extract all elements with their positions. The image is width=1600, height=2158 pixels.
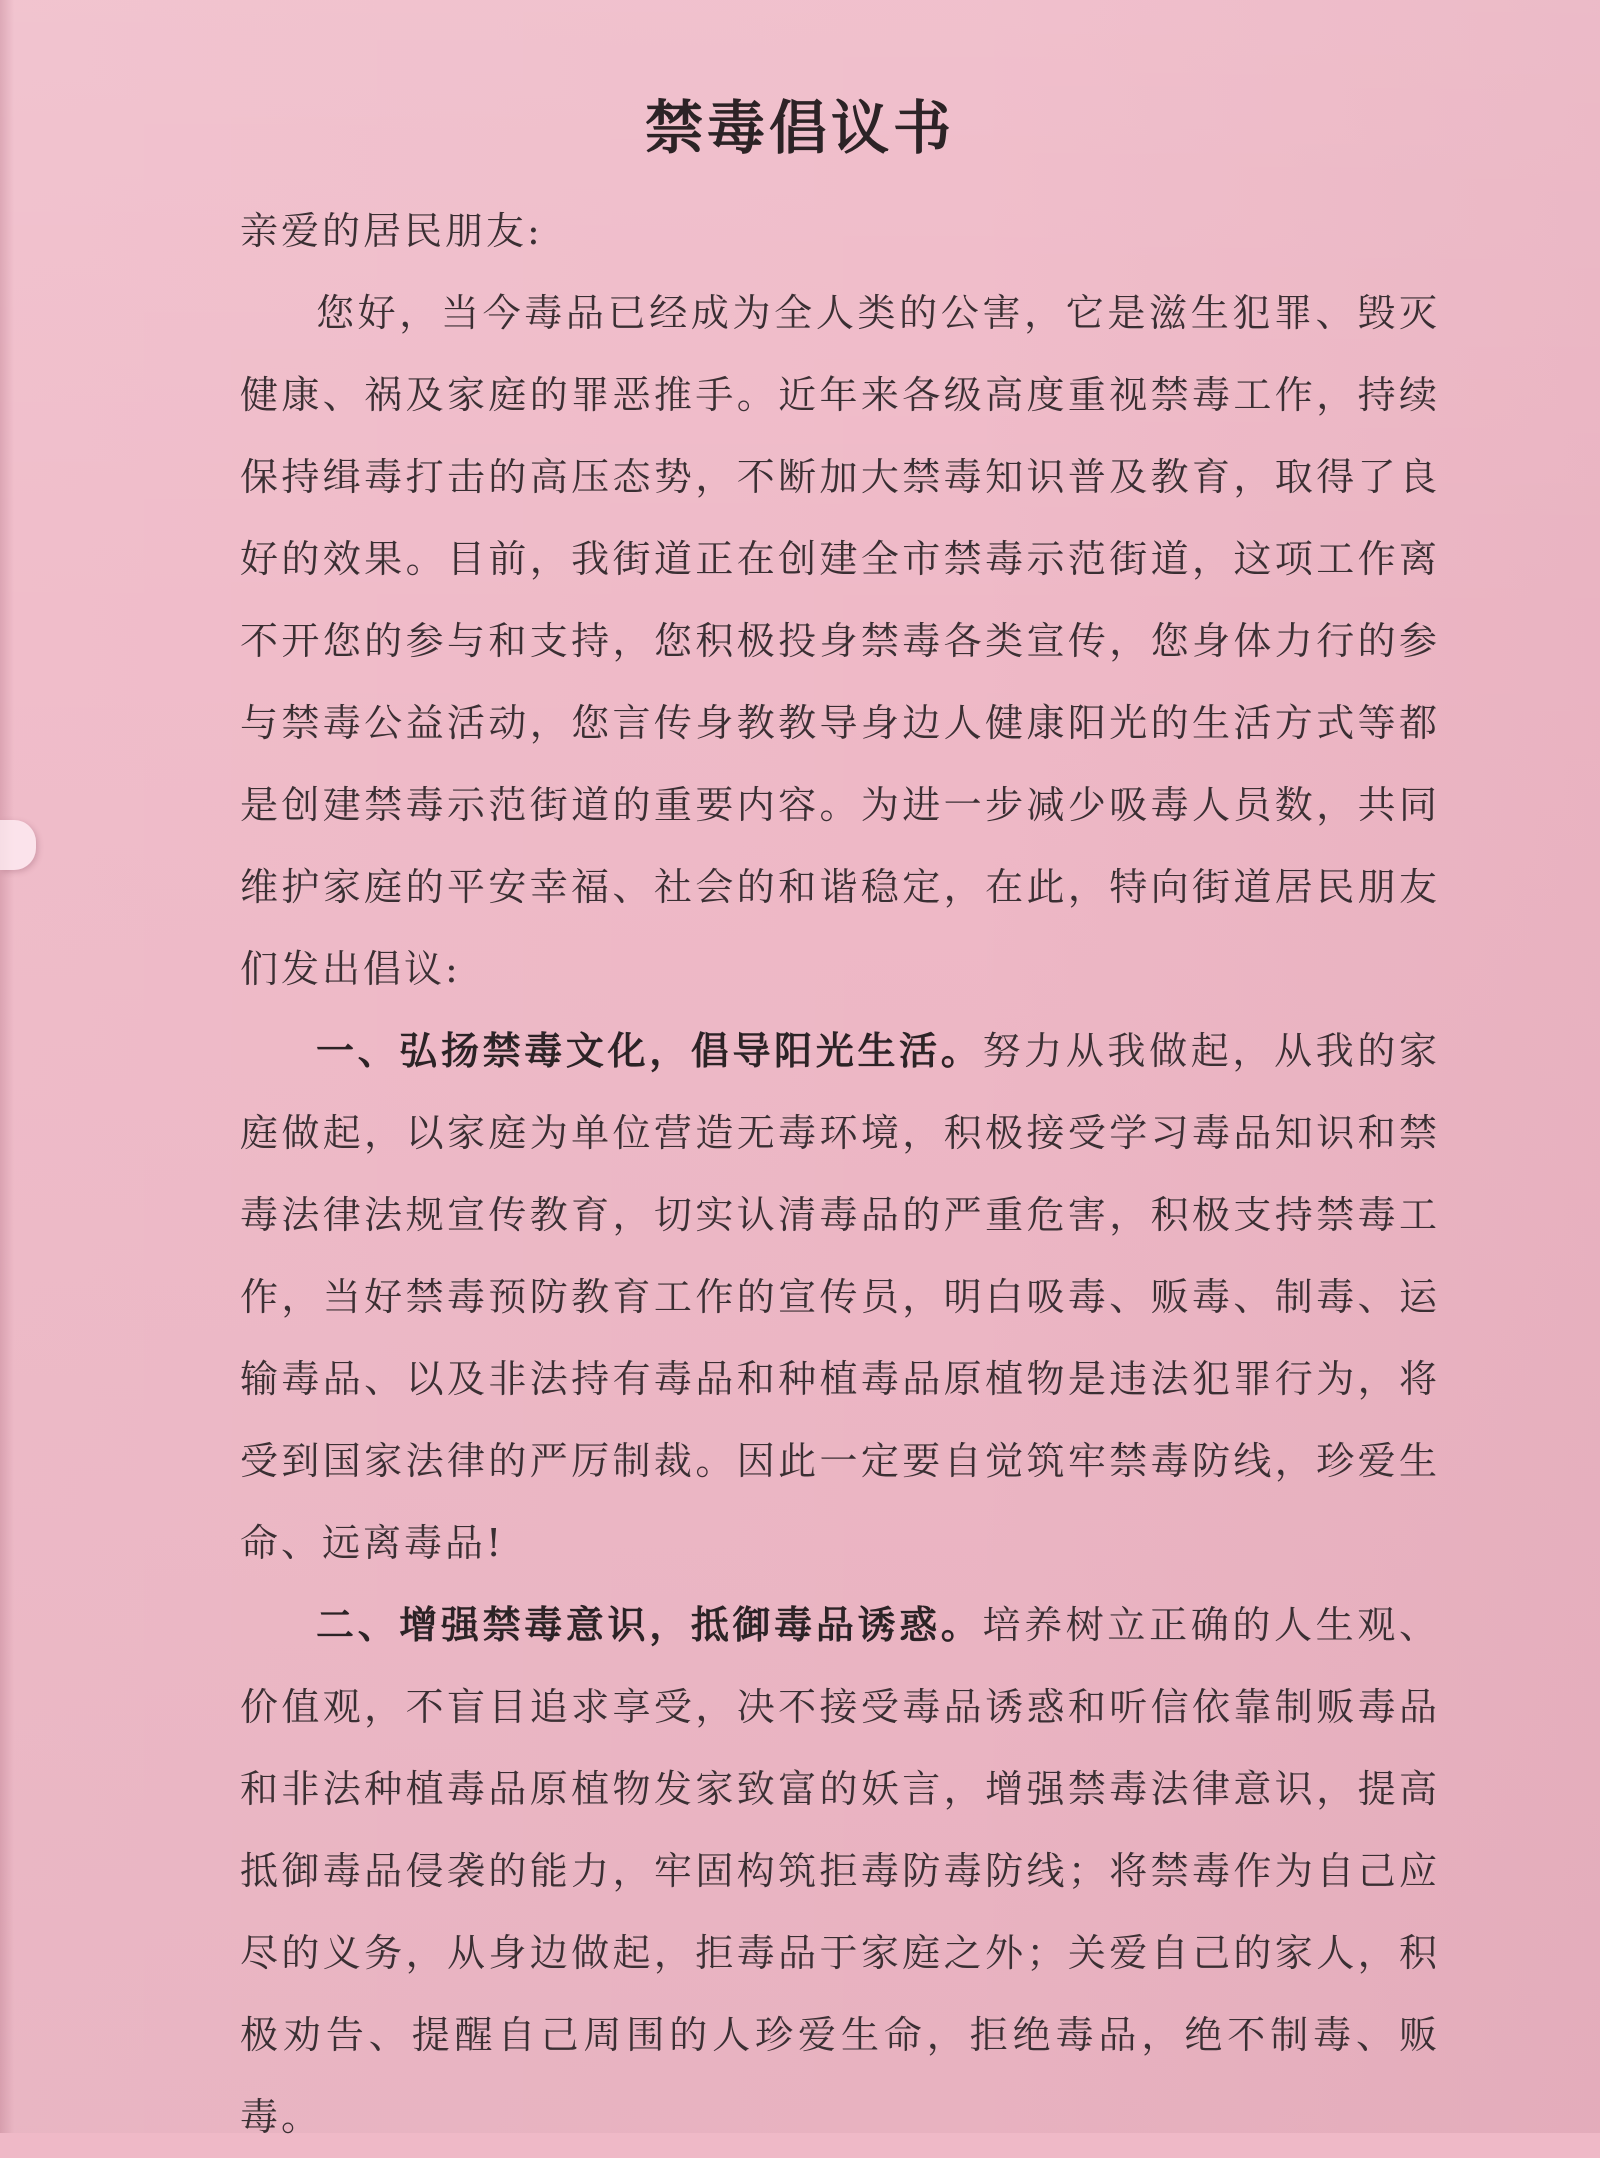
section-2-paragraph	[240, 1584, 1440, 2158]
greeting-line: 亲爱的居民朋友:	[240, 209, 543, 253]
document-title: 禁毒倡议书	[644, 93, 955, 162]
section-1-body: 努力从我做起，从我的家庭做起，以家庭为单位营造无毒环境，积极接受学习毒品知识和禁毒法律法规宣传教育，切实认清毒品的严重危害，积极支持禁毒工作，当好禁毒预防教育工作的宣传员，明白吸毒、贩毒、制毒、运输毒品、以及非法持有毒品和种植毒品原植物是违法犯罪行为，将受到国家法律的严厉制裁。因此一定要自觉筑牢禁毒防线，珍爱生命、远离毒品!	[240, 1029, 1440, 1565]
section-1-paragraph	[240, 1010, 1440, 1584]
section-1-heading: 一、弘扬禁毒文化，倡导阳光生活。	[316, 1028, 983, 1073]
paper-left-edge-shadow	[0, 0, 14, 2133]
section-2-body: 培养树立正确的人生观、价值观，不盲目追求享受，决不接受毒品诱惑和听信依靠制贩毒品和非法种植毒品原植物发家致富的妖言，增强禁毒法律意识，提高抵御毒品侵袭的能力，牢固构筑拒毒防毒防线；将禁毒作为自己应尽的义务，从身边做起，拒毒品于家庭之外；关爱自己的家人，积极劝告、提醒自己周围的人珍爱生命，拒绝毒品，绝不制毒、贩毒。	[240, 1603, 1440, 2139]
intro-paragraph: 您好，当今毒品已经成为全人类的公害，它是滋生犯罪、毁灭健康、祸及家庭的罪恶推手。近年来各级高度重视禁毒工作，持续保持缉毒打击的高压态势，不断加大禁毒知识普及教育，取得了良好的效果。目前，我街道正在创建全市禁毒示范街道，这项工作离不开您的参与和支持，您积极投身禁毒各类宣传，您身体力行的参与禁毒公益活动，您言传身教教导身边人健康阳光的生活方式等都是创建禁毒示范街道的重要内容。为进一步减少吸毒人员数，共同维护家庭的平安幸福、社会的和谐稳定，在此，特向街道居民朋友们发出倡议:	[240, 291, 1440, 991]
document-body	[240, 190, 1440, 2158]
section-2-heading: 二、增强禁毒意识，抵御毒品诱惑。	[316, 1602, 983, 1647]
